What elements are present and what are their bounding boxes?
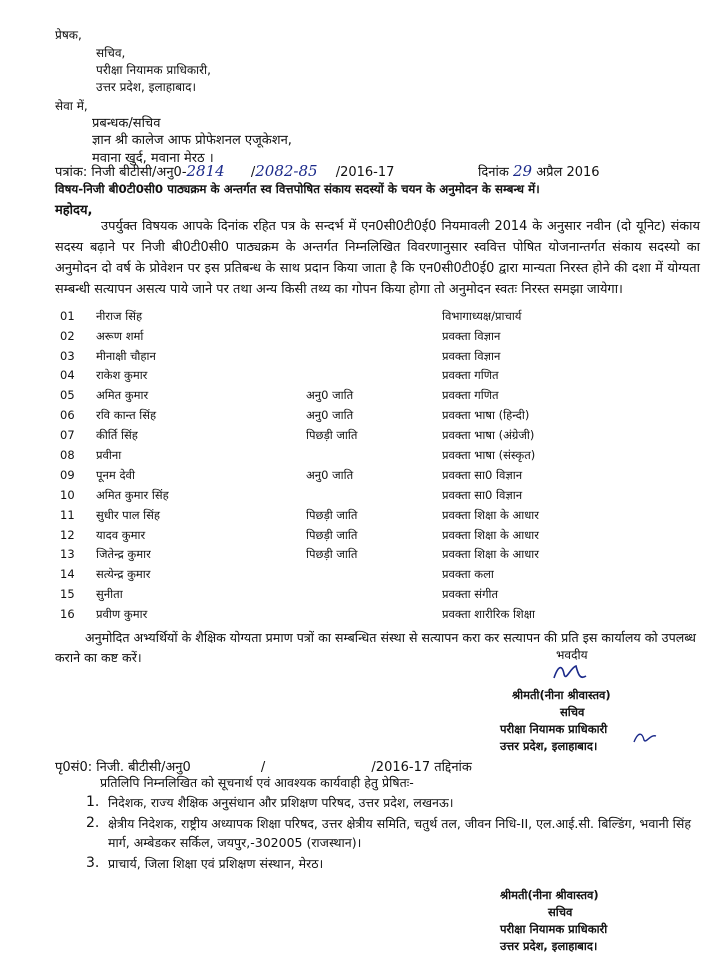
row-name: मीनाक्षी चौहान <box>96 349 156 363</box>
signature-mark-1 <box>548 660 598 686</box>
row-name: प्रवीण कुमार <box>96 607 148 621</box>
row-name: सुनीता <box>96 587 123 601</box>
row-name: सुधीर पाल सिंह <box>96 508 161 522</box>
closing: भवदीय <box>556 648 588 662</box>
date-handwritten: 29 <box>512 162 533 180</box>
row-number: 12 <box>60 528 75 542</box>
row-name: सत्येन्द्र कुमार <box>96 567 151 581</box>
signature1-place: उत्तर प्रदेश, इलाहाबाद। <box>500 739 598 753</box>
ref-sep: / <box>250 165 256 180</box>
row-name: पूनम देवी <box>96 468 135 482</box>
row-name: अरूण शर्मा <box>96 329 144 343</box>
ref-handwritten-1: 2814 <box>186 162 225 180</box>
row-number: 10 <box>60 488 75 502</box>
row-name: अमित कुमार सिंह <box>96 488 169 502</box>
table-row <box>60 388 700 407</box>
row-role: प्रवक्ता विज्ञान <box>442 349 501 363</box>
row-name: प्रवीना <box>96 448 122 462</box>
table-row <box>60 309 700 328</box>
row-role: प्रवक्ता सा0 विज्ञान <box>442 488 523 502</box>
signature2-place: उत्तर प्रदेश, इलाहाबाद। <box>500 939 598 953</box>
from-label: प्रेषक, <box>55 28 82 42</box>
subject-line: विषय-निजी बी0टी0सी0 पाठ्यक्रम के अन्तर्गत स्व वित्तपोषित संकाय सदस्यों के चयन के अनुमोदन के सम्बन्ध में। <box>55 182 540 196</box>
signature2-office: परीक्षा नियामक प्राधिकारी <box>500 922 608 936</box>
copy-intro: प्रतिलिपि निम्नलिखित को सूचनार्थ एवं आवश्यक कार्यवाही हेतु प्रेषितः- <box>100 775 414 790</box>
row-name: कीर्ति सिंह <box>96 428 138 442</box>
row-number: 07 <box>60 428 75 442</box>
copy-list-item <box>86 793 706 812</box>
from-line-3: उत्तर प्रदेश, इलाहाबाद। <box>96 80 197 94</box>
table-row <box>60 587 700 606</box>
row-role: प्रवक्ता भाषा (संस्कृत) <box>442 448 536 462</box>
row-name: अमित कुमार <box>96 388 149 402</box>
table-row <box>60 408 700 427</box>
copy-list-number: 3. <box>86 855 100 871</box>
row-number: 05 <box>60 388 75 402</box>
row-number: 02 <box>60 329 75 343</box>
copy-list-number: 2. <box>86 815 100 831</box>
row-role: प्रवक्ता शारीरिक शिक्षा <box>442 607 535 621</box>
approval-note: अनुमोदित अभ्यर्थियों के शैक्षिक योग्यता प्रमाण पत्रों का सम्बन्धित संस्था से सत्यापन करा कर सत्यापन की प्रति इस कार्यालय को उपलब्ध कराने का कष्ट करें। <box>55 630 696 665</box>
row-number: 14 <box>60 567 75 581</box>
ref-handwritten-2: 2082-85 <box>255 162 318 180</box>
row-role: प्रवक्ता शिक्षा के आधार <box>442 528 539 542</box>
row-category: पिछड़ी जाति <box>306 528 358 542</box>
to-line-2: ज्ञान श्री कालेज आफ प्रोफेशनल एजूकेशन, <box>92 133 292 148</box>
copy-list-text: क्षेत्रीय निदेशक, राष्ट्रीय अध्यापक शिक्षा परिषद, उत्तर क्षेत्रीय समिति, चतुर्थ तल, जीवन निधि-II, एल.आई.सी. बिल्डिंग, भवानी सिंह मार्ग, अम्बेडकर सर्किल, जयपुर,-302005 (राजस्थान)। <box>108 816 691 850</box>
row-name: यादव कुमार <box>96 528 146 542</box>
row-number: 13 <box>60 547 75 561</box>
table-row <box>60 368 700 387</box>
table-row <box>60 607 700 626</box>
row-role: प्रवक्ता विज्ञान <box>442 329 501 343</box>
date-prefix: दिनांक <box>478 165 509 180</box>
table-row <box>60 488 700 507</box>
row-role: प्रवक्ता शिक्षा के आधार <box>442 547 539 561</box>
to-line-1: प्रबन्धक/सचिव <box>92 116 161 131</box>
reference-line <box>55 162 394 180</box>
row-name: नीराज सिंह <box>96 309 143 323</box>
copy-list-item <box>86 814 706 852</box>
to-label: सेवा में, <box>55 99 88 113</box>
salutation: महोदय, <box>55 203 93 218</box>
row-number: 06 <box>60 408 75 422</box>
row-role: प्रवक्ता भाषा (हिन्दी) <box>442 408 530 422</box>
row-role: प्रवक्ता गणित <box>442 368 499 382</box>
signature2-designation: सचिव <box>548 905 573 919</box>
row-role: प्रवक्ता संगीत <box>442 587 499 601</box>
copy-list-number: 1. <box>86 794 100 810</box>
date-suffix: अप्रैल 2016 <box>536 165 600 180</box>
row-name: जितेन्द्र कुमार <box>96 547 151 561</box>
copy-ref-sep: / <box>260 760 266 775</box>
table-row <box>60 528 700 547</box>
row-category: पिछड़ी जाति <box>306 547 358 561</box>
row-role: विभागाध्यक्ष/प्राचार्य <box>442 309 522 323</box>
to-line-3: मवाना खुर्द, मवाना मेरठ । <box>92 151 214 166</box>
signature1-name: श्रीमती(नीना श्रीवास्तव) <box>512 688 611 702</box>
row-category: अनु0 जाति <box>306 388 354 402</box>
date-line <box>478 162 600 180</box>
table-row <box>60 468 700 487</box>
from-line-1: सचिव, <box>96 46 126 60</box>
row-number: 03 <box>60 349 75 363</box>
row-number: 11 <box>60 508 75 522</box>
row-role: प्रवक्ता कला <box>442 567 494 581</box>
table-row <box>60 448 700 467</box>
copy-list-item <box>86 854 706 873</box>
row-number: 08 <box>60 448 75 462</box>
row-number: 16 <box>60 607 75 621</box>
copy-ref-suffix: /2016-17 तद्दिनांक <box>371 760 472 775</box>
row-role: प्रवक्ता सा0 विज्ञान <box>442 468 523 482</box>
table-row <box>60 428 700 447</box>
ref-prefix: पत्रांक: निजी बीटीसी/अनु0- <box>55 165 187 180</box>
row-role: प्रवक्ता शिक्षा के आधार <box>442 508 539 522</box>
row-name: रवि कान्त सिंह <box>96 408 157 422</box>
row-role: प्रवक्ता भाषा (अंग्रेजी) <box>442 428 535 442</box>
table-row <box>60 567 700 586</box>
signature2-name: श्रीमती(नीना श्रीवास्तव) <box>500 888 599 902</box>
row-name: राकेश कुमार <box>96 368 148 382</box>
table-row <box>60 547 700 566</box>
copy-ref-prefix: पृ0सं0: निजी. बीटीसी/अनु0 <box>55 760 191 775</box>
row-number: 09 <box>60 468 75 482</box>
copy-list-text: प्राचार्य, जिला शिक्षा एवं प्रशिक्षण संस्थान, मेरठ। <box>108 856 324 871</box>
copy-ref-line <box>55 757 472 775</box>
row-number: 15 <box>60 587 75 601</box>
table-row <box>60 508 700 527</box>
table-row <box>60 349 700 368</box>
row-category: पिछड़ी जाति <box>306 508 358 522</box>
signature1-designation: सचिव <box>560 705 585 719</box>
row-role: प्रवक्ता गणित <box>442 388 499 402</box>
initials-mark <box>632 730 658 746</box>
signature1-office: परीक्षा नियामक प्राधिकारी <box>500 722 608 736</box>
row-category: पिछड़ी जाति <box>306 428 358 442</box>
from-line-2: परीक्षा नियामक प्राधिकारी, <box>96 63 211 77</box>
row-category: अनु0 जाति <box>306 408 354 422</box>
table-row <box>60 329 700 348</box>
row-category: अनु0 जाति <box>306 468 354 482</box>
body-paragraph: उपर्युक्त विषयक आपके दिनांक रहित पत्र के सन्दर्भ में एन0सी0टी0ई0 नियमावली 2014 के अनुसार नवीन (दो यूनिट) संकाय सदस्य बढ़ाने पर निजी बी0टी0सी0 पाठ्यक्रम के अन्तर्गत निम्नलिखित विवरणानुसार स्ववित्त पोषित योजनान्तर्गत संकाय सदस्यो का अनुमोदन दो वर्ष के प्रोवेशन पर इस प्रतिबन्ध के साथ प्रदान किया जाता है कि एन0सी0टी0ई0 द्वारा मान्यता निरस्त होने की दशा में योग्यता सम्बन्धी सत्यापन असत्य पाये जाने पर तथा अन्य किसी तथ्य का गोपन किया होगा तो अनुमोदन स्वतः निरस्त समझा जायेगा। <box>55 219 700 297</box>
row-number: 04 <box>60 368 75 382</box>
row-number: 01 <box>60 309 75 323</box>
copy-list-text: निदेशक, राज्य शैक्षिक अनुसंधान और प्रशिक्षण परिषद, उत्तर प्रदेश, लखनऊ। <box>108 795 454 810</box>
ref-year: /2016-17 <box>335 165 395 180</box>
